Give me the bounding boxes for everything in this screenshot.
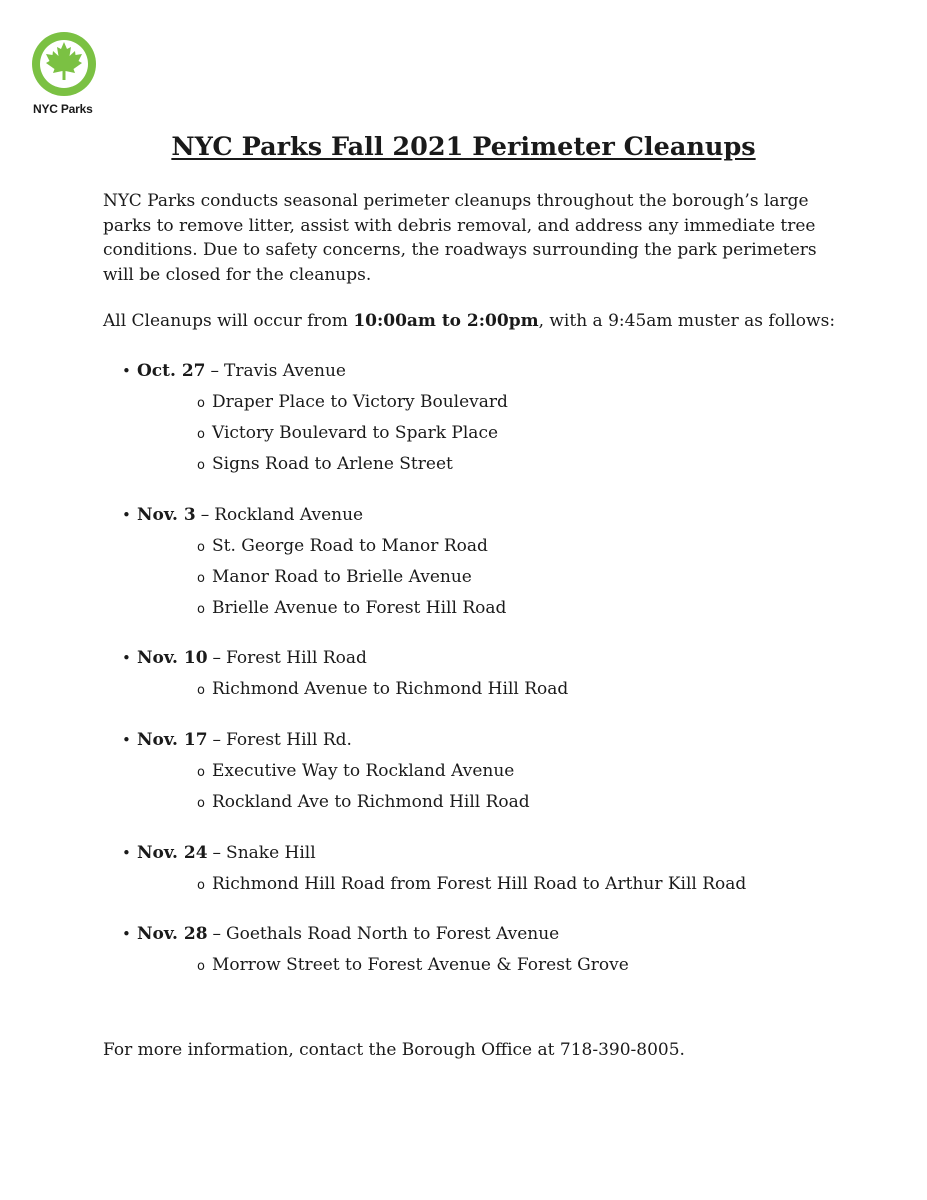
segment-text: Rockland Ave to Richmond Hill Road xyxy=(212,792,530,812)
timing-prefix: All Cleanups will occur from xyxy=(103,311,354,331)
segment-text: Brielle Avenue to Forest Hill Road xyxy=(212,598,507,618)
event-date: Nov. 17 xyxy=(137,730,208,750)
circle-bullet-icon: o xyxy=(197,571,205,586)
circle-bullet-icon: o xyxy=(197,540,205,555)
dash-separator: – xyxy=(200,505,210,525)
event-location: Forest Hill Rd. xyxy=(226,730,352,750)
segment-text: Morrow Street to Forest Avenue & Forest Grove xyxy=(212,955,629,975)
schedule-item xyxy=(122,922,559,946)
route-segment xyxy=(197,534,488,560)
contact-paragraph: For more information, contact the Borough Office at 718-390-8005. xyxy=(103,1040,685,1060)
route-segment xyxy=(197,421,498,447)
page-title: NYC Parks Fall 2021 Perimeter Cleanups xyxy=(171,132,756,162)
route-segment xyxy=(197,565,472,591)
event-location: Forest Hill Road xyxy=(226,648,367,668)
bullet-icon: • xyxy=(122,844,131,862)
intro-paragraph: NYC Parks conducts seasonal perimeter cleanups throughout the borough’s large parks to remove litter, assist with debris removal, and address any immediate tree conditions. Due to safety concerns, the roadways surrounding the park perimeters will be closed for the cleanups. xyxy=(103,191,817,285)
event-date: Nov. 10 xyxy=(137,648,208,668)
event-location: Snake Hill xyxy=(226,843,316,863)
segment-text: Manor Road to Brielle Avenue xyxy=(212,567,472,587)
route-segment xyxy=(197,390,508,416)
schedule-item xyxy=(122,841,316,865)
bullet-icon: • xyxy=(122,925,131,943)
segment-text: Victory Boulevard to Spark Place xyxy=(212,423,499,443)
circle-bullet-icon: o xyxy=(197,765,205,780)
circle-bullet-icon: o xyxy=(197,427,205,442)
dash-separator: – xyxy=(212,843,222,863)
schedule-item xyxy=(122,728,352,752)
circle-bullet-icon: o xyxy=(197,959,205,974)
segment-text: Richmond Avenue to Richmond Hill Road xyxy=(212,679,569,699)
circle-bullet-icon: o xyxy=(197,796,205,811)
logo-wordmark: NYC Parks xyxy=(33,102,93,116)
segment-text: Richmond Hill Road from Forest Hill Road to Arthur Kill Road xyxy=(212,874,747,894)
bullet-icon: • xyxy=(122,506,131,524)
dash-separator: – xyxy=(212,730,222,750)
event-location: Rockland Avenue xyxy=(214,505,364,525)
schedule-item xyxy=(122,646,367,670)
bullet-icon: • xyxy=(122,362,131,380)
dash-separator: – xyxy=(212,924,222,944)
route-segment xyxy=(197,677,568,703)
route-segment xyxy=(197,872,746,898)
event-date: Oct. 27 xyxy=(137,361,206,381)
circle-bullet-icon: o xyxy=(197,396,205,411)
dash-separator: – xyxy=(212,648,222,668)
segment-text: St. George Road to Manor Road xyxy=(212,536,488,556)
route-segment xyxy=(197,759,514,785)
route-segment xyxy=(197,790,530,816)
route-segment xyxy=(197,596,506,622)
circle-bullet-icon: o xyxy=(197,458,205,473)
schedule-item xyxy=(122,359,346,383)
event-location: Travis Avenue xyxy=(224,361,346,381)
bullet-icon: • xyxy=(122,731,131,749)
schedule-item xyxy=(122,503,363,527)
event-date: Nov. 24 xyxy=(137,843,208,863)
circle-bullet-icon: o xyxy=(197,878,205,893)
circle-bullet-icon: o xyxy=(197,683,205,698)
route-segment xyxy=(197,452,453,478)
timing-hours: 10:00am to 2:00pm xyxy=(353,311,539,331)
segment-text: Executive Way to Rockland Avenue xyxy=(212,761,515,781)
event-location: Goethals Road North to Forest Avenue xyxy=(226,924,560,944)
bullet-icon: • xyxy=(122,649,131,667)
route-segment xyxy=(197,953,629,979)
event-date: Nov. 28 xyxy=(137,924,208,944)
segment-text: Draper Place to Victory Boulevard xyxy=(212,392,508,412)
event-date: Nov. 3 xyxy=(137,505,196,525)
dash-separator: – xyxy=(210,361,220,381)
timing-suffix: , with a 9:45am muster as follows: xyxy=(538,311,836,331)
circle-bullet-icon: o xyxy=(197,602,205,617)
segment-text: Signs Road to Arlene Street xyxy=(212,454,453,474)
